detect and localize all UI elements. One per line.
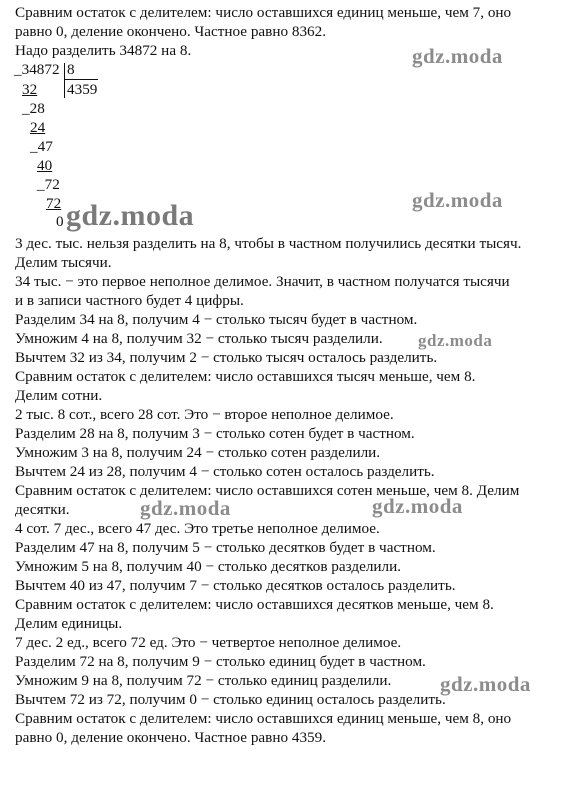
text-line: Сравним остаток с делителем: число оставшихся десятков меньше, чем 8. [15, 596, 494, 613]
dividend: _34872 [14, 61, 60, 78]
text-line: 4 сот. 7 дес., всего 47 дес. Это третье неполное делимое. [15, 520, 380, 537]
text-line: Сравним остаток с делителем: число оставшихся единиц меньше, чем 8, оно [15, 710, 512, 727]
watermark: gdz.moda [66, 199, 195, 232]
text-line: Сравним остаток с делителем: число оставшихся единиц меньше, чем 7, оно [15, 4, 512, 21]
watermark: gdz.moda [140, 496, 231, 520]
text-line: Вычтем 72 из 72, получим 0 − столько единиц осталось разделить. [15, 691, 446, 708]
step-subtrahend: 72 [46, 195, 62, 212]
text-line: 3 дес. тыс. нельзя разделить на 8, чтобы в частном получились десятки тысяч. [15, 235, 522, 252]
watermark: gdz.moda [418, 331, 493, 350]
text-line: Разделим 28 на 8, получим 3 − столько сотен будет в частном. [15, 425, 415, 442]
text-line: Умножим 3 на 8, получим 24 − столько сотен разделили. [15, 444, 381, 461]
text-line: 34 тыс. − это первое неполное делимое. Значит, в частном получатся тысячи [15, 273, 510, 290]
text-line: Делим единицы. [15, 615, 123, 632]
watermark: gdz.moda [412, 188, 503, 212]
text-line: Разделим 72 на 8, получим 9 − столько единиц будет в частном. [15, 653, 426, 670]
text-line: Вычтем 32 из 34, получим 2 − столько тысяч осталось разделить. [15, 349, 438, 366]
step-subtrahend: 40 [37, 157, 53, 174]
text-line: Делим тысячи. [15, 254, 112, 271]
step-remainder: 0 [56, 213, 64, 230]
division-bar [64, 63, 65, 98]
text-line: 7 дес. 2 ед., всего 72 ед. Это − четвертое неполное делимое. [15, 634, 402, 651]
step-subtrahend: 24 [30, 119, 46, 136]
text-line: равно 0, деление окончено. Частное равно 4359. [15, 729, 327, 746]
text-line: Сравним остаток с делителем: число оставшихся тысяч меньше, чем 8. [15, 368, 476, 385]
text-line: Делим сотни. [15, 387, 103, 404]
quotient: 4359 [67, 81, 98, 98]
text-line: и в записи частного будет 4 цифры. [15, 292, 244, 309]
text-line: десятки. [15, 501, 70, 518]
watermark: gdz.moda [440, 672, 531, 696]
step-partial-dividend: _72 [37, 176, 60, 193]
text-line: Умножим 9 на 8, получим 72 − столько единиц разделили. [15, 672, 392, 689]
text-line: Умножим 5 на 8, получим 40 − столько десятков разделили. [15, 558, 402, 575]
watermark: gdz.moda [412, 44, 503, 68]
text-line: 2 тыс. 8 сот., всего 28 сот. Это − второе неполное делимое. [15, 406, 394, 423]
step-partial-dividend: _28 [22, 100, 45, 117]
watermark: gdz.moda [372, 494, 463, 518]
text-line: Вычтем 40 из 47, получим 7 − столько десятков осталось разделить. [15, 577, 456, 594]
step-subtrahend: 32 [22, 81, 38, 98]
text-line: равно 0, деление окончено. Частное равно 8362. [15, 23, 327, 40]
text-line: Разделим 47 на 8, получим 5 − столько десятков будет в частном. [15, 539, 436, 556]
step-partial-dividend: _47 [30, 138, 53, 155]
text-line: Сравним остаток с делителем: число оставшихся сотен меньше, чем 8. Делим [15, 482, 520, 499]
text-line: Надо разделить 34872 на 8. [15, 42, 192, 59]
text-line: Разделим 34 на 8, получим 4 − столько тысяч будет в частном. [15, 311, 418, 328]
text-line: Умножим 4 на 8, получим 32 − столько тысяч разделили. [15, 330, 383, 347]
text-line: Вычтем 24 из 28, получим 4 − столько сотен осталось разделить. [15, 463, 435, 480]
divisor: 8 [67, 61, 75, 78]
